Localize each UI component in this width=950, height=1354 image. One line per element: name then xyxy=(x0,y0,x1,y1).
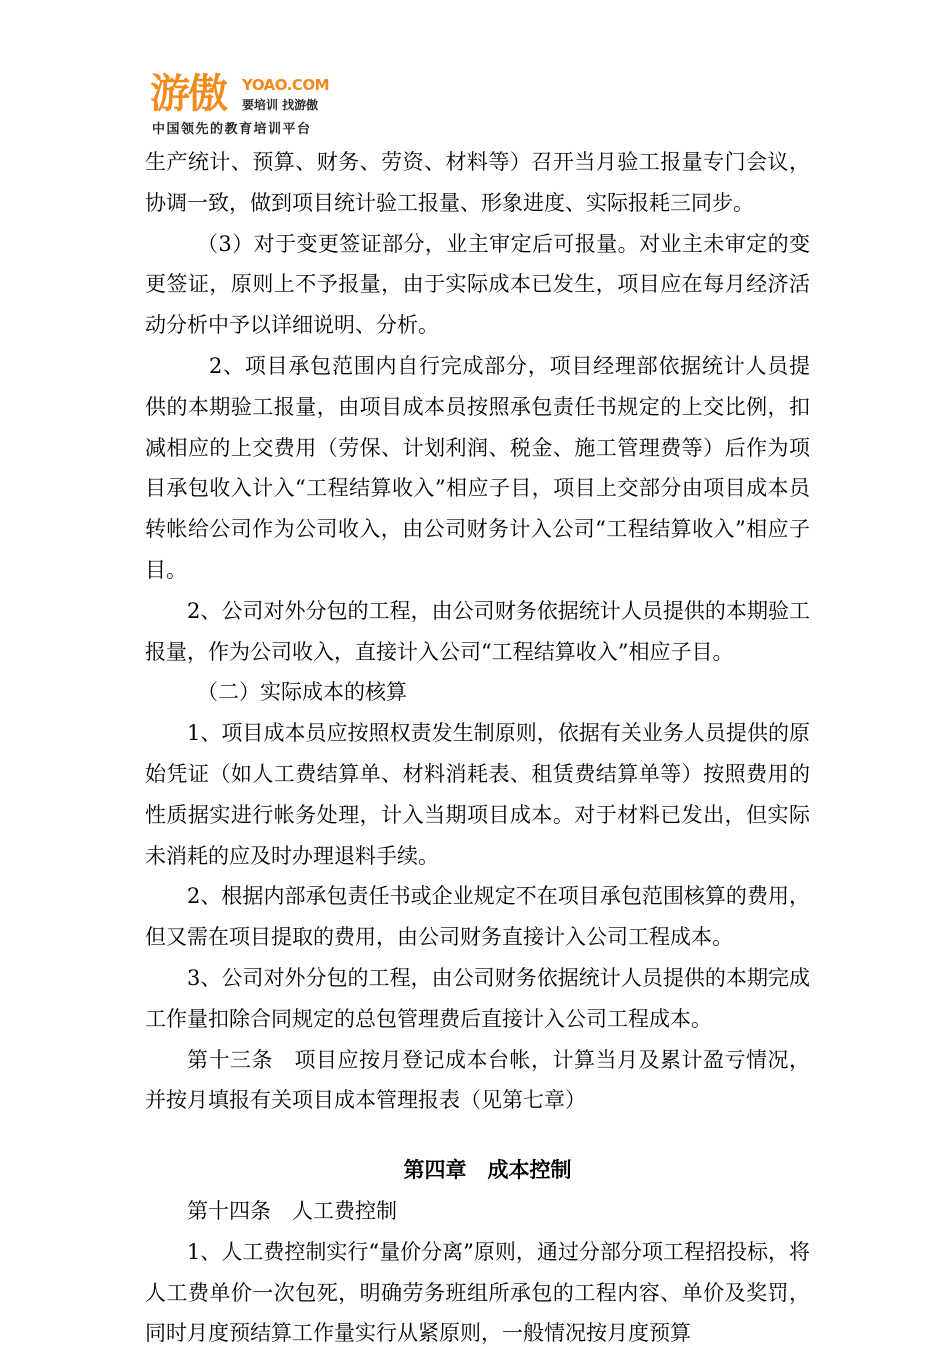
logo-wordmark: 游傲 xyxy=(150,71,226,117)
paragraph: 2、项目承包范围内自行完成部分，项目经理部依据统计人员提供的本期验工报量，由项目成本员按照承包责任书规定的上交比例，扣减相应的上交费用（劳保、计划利润、税金、施工管理费等）后作为项目承包收入计入“工程结算收入”相应子目，项目上交部分由项目成本员转帐给公司作为公司收入，由公司财务计入公司“工程结算收入”相应子目。 xyxy=(145,353,810,582)
document-body xyxy=(145,142,810,1354)
paragraph: 2、公司对外分包的工程，由公司财务依据统计人员提供的本期验工报量，作为公司收入，直接计入公司“工程结算收入”相应子目。 xyxy=(145,598,810,664)
section-subheading: （二）实际成本的核算 xyxy=(197,680,407,705)
paragraph: 3、公司对外分包的工程，由公司财务依据统计人员提供的本期完成工作量扣除合同规定的总包管理费后直接计入公司工程成本。 xyxy=(145,965,810,1031)
paragraph: 2、根据内部承包责任书或企业规定不在项目承包范围核算的费用，但又需在项目提取的费用，由公司财务直接计入公司工程成本。 xyxy=(145,884,810,950)
logo-domain: YOAO.COM xyxy=(242,76,330,94)
paragraph: 1、人工费控制实行“量价分离”原则，通过分部分项工程招投标，将人工费单价一次包死，明确劳务班组所承包的工程内容、单价及奖罚，同时月度预结算工作量实行从紧原则，一般情况按月度预算 xyxy=(145,1239,810,1346)
logo xyxy=(150,71,360,137)
paragraph: 第十三条 项目应按月登记成本台帐，计算当月及累计盈亏情况，并按月填报有关项目成本管理报表（见第七章） xyxy=(145,1047,810,1113)
logo-tagline: 要培训 找游傲 xyxy=(242,98,319,112)
article-title: 第十四条 人工费控制 xyxy=(187,1198,397,1223)
paragraph: 1、项目成本员应按照权责发生制原则，依据有关业务人员提供的原始凭证（如人工费结算单、材料消耗表、租赁费结算单等）按照费用的性质据实进行帐务处理，计入当期项目成本。对于材料已发出，但实际未消耗的应及时办理退料手续。 xyxy=(145,721,810,868)
paragraph: （3）对于变更签证部分，业主审定后可报量。对业主未审定的变更签证，原则上不予报量，由于实际成本已发生，项目应在每月经济活动分析中予以详细说明、分析。 xyxy=(145,231,810,338)
paragraph: 生产统计、预算、财务、劳资、材料等）召开当月验工报量专门会议，协调一致，做到项目统计验工报量、形象进度、实际报耗三同步。 xyxy=(145,150,810,215)
chapter-heading: 第四章 成本控制 xyxy=(403,1158,572,1183)
logo-slogan: 中国领先的教育培训平台 xyxy=(152,122,312,137)
